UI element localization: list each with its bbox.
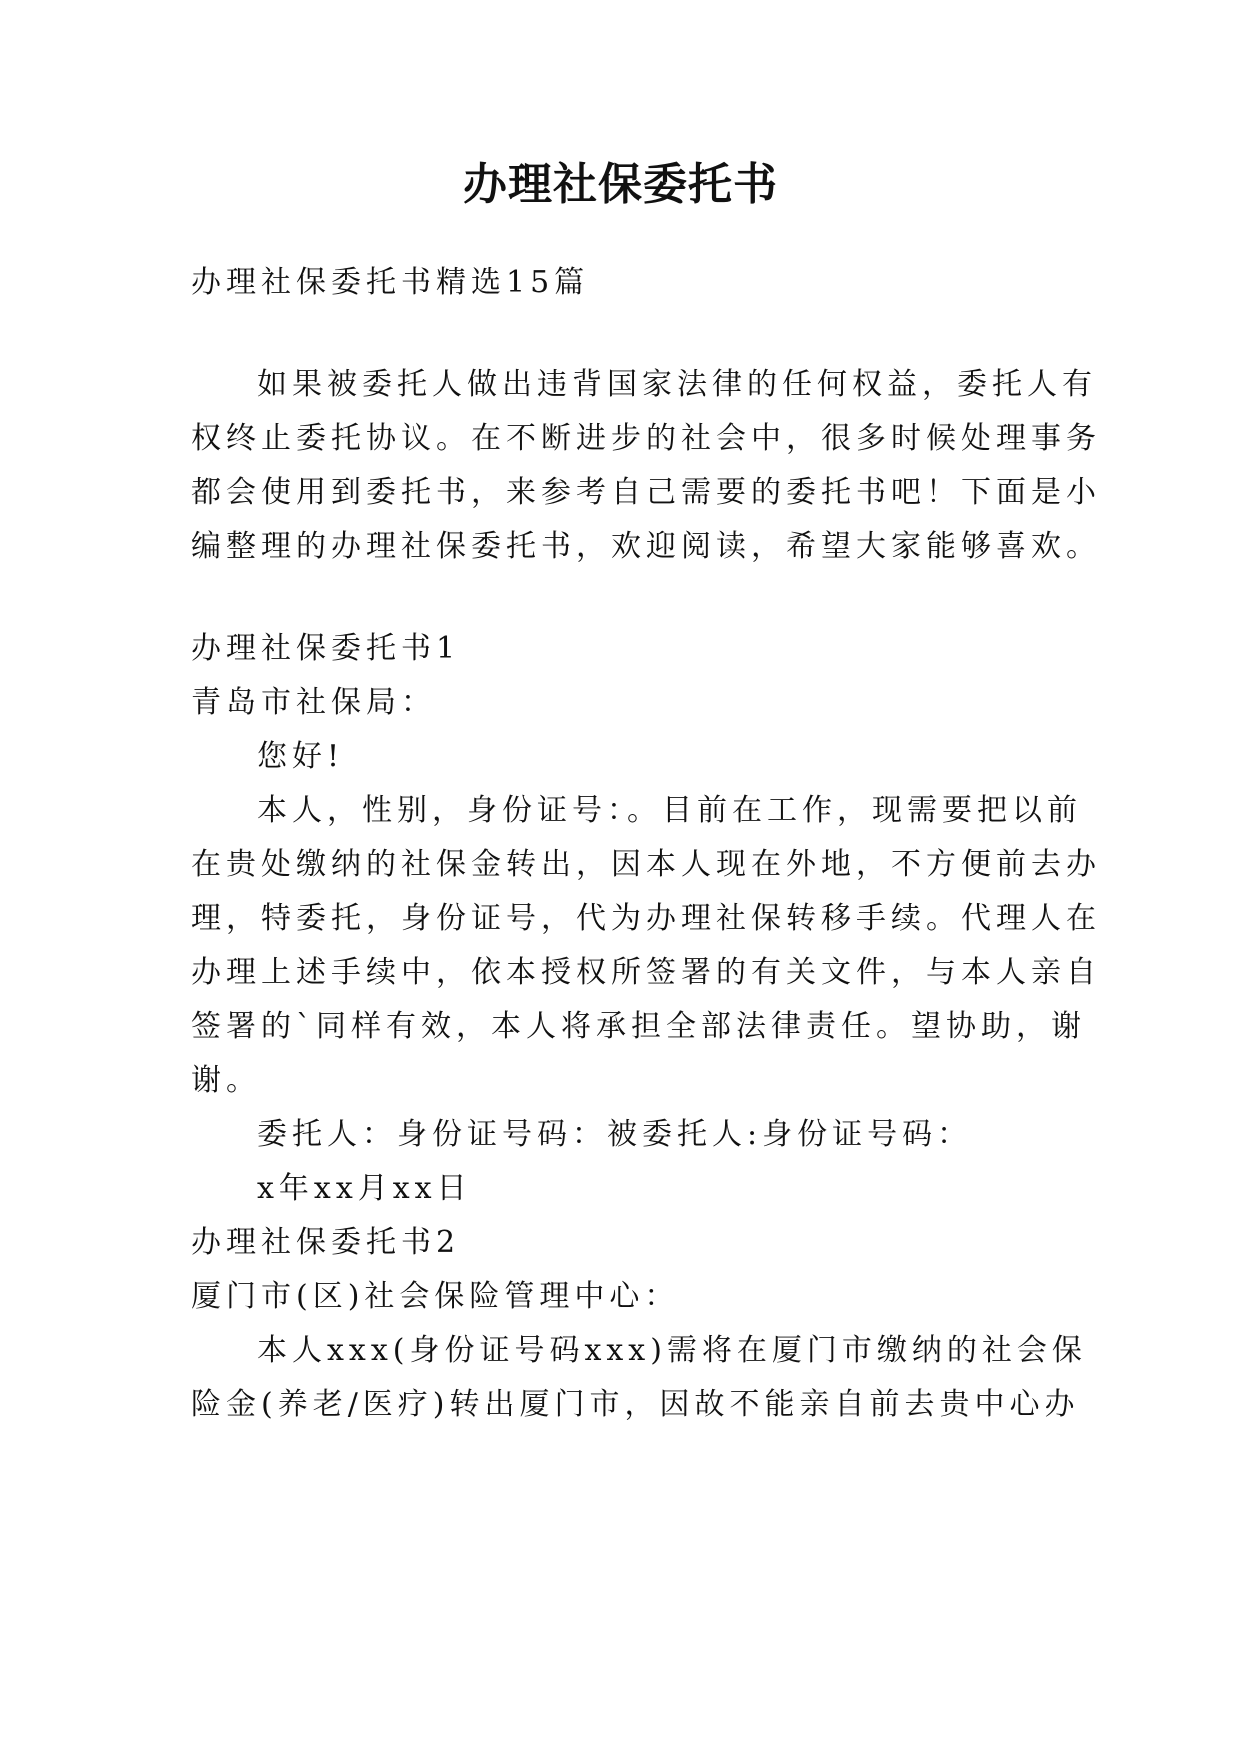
section1-body-line-2: 在贵处缴纳的社保金转出，因本人现在外地，不方便前去办 (191, 847, 1101, 882)
section1-body-line-3: 理，特委托，身份证号，代为办理社保转移手续。代理人在 (191, 901, 1101, 936)
intro-line-1: 如果被委托人做出违背国家法律的任何权益，委托人有 (257, 367, 1097, 402)
section2-heading: 办理社保委托书2 (191, 1225, 461, 1260)
document-subtitle: 办理社保委托书精选15篇 (191, 265, 590, 300)
section1-body-line-4: 办理上述手续中，依本授权所签署的有关文件，与本人亲自 (191, 955, 1101, 990)
section1-date: x年xx月xx日 (257, 1171, 472, 1206)
intro-line-4: 编整理的办理社保委托书，欢迎阅读，希望大家能够喜欢。 (191, 529, 1101, 564)
section1-body-line-6: 谢。 (191, 1063, 261, 1098)
intro-line-3: 都会使用到委托书，来参考自己需要的委托书吧！下面是小 (191, 475, 1101, 510)
section1-greeting: 您好! (257, 739, 345, 774)
section2-addressee: 厦门市(区)社会保险管理中心： (191, 1279, 680, 1314)
section1-body-line-5: 签署的`同样有效，本人将承担全部法律责任。望协助，谢 (191, 1009, 1086, 1044)
section1-signature: 委托人：身份证号码：被委托人:身份证号码： (257, 1117, 973, 1152)
section1-body-line-1: 本人，性别，身份证号：。目前在工作，现需要把以前 (257, 793, 1082, 828)
section2-body-line-1: 本人xxx(身份证号码xxx)需将在厦门市缴纳的社会保 (257, 1333, 1087, 1368)
document-title: 办理社保委托书 (463, 159, 778, 210)
intro-line-2: 权终止委托协议。在不断进步的社会中，很多时候处理事务 (191, 421, 1101, 456)
section1-heading: 办理社保委托书1 (191, 631, 461, 666)
section1-addressee: 青岛市社保局： (191, 685, 436, 720)
section2-body-line-2: 险金(养老/医疗)转出厦门市，因故不能亲自前去贵中心办 (191, 1387, 1080, 1422)
